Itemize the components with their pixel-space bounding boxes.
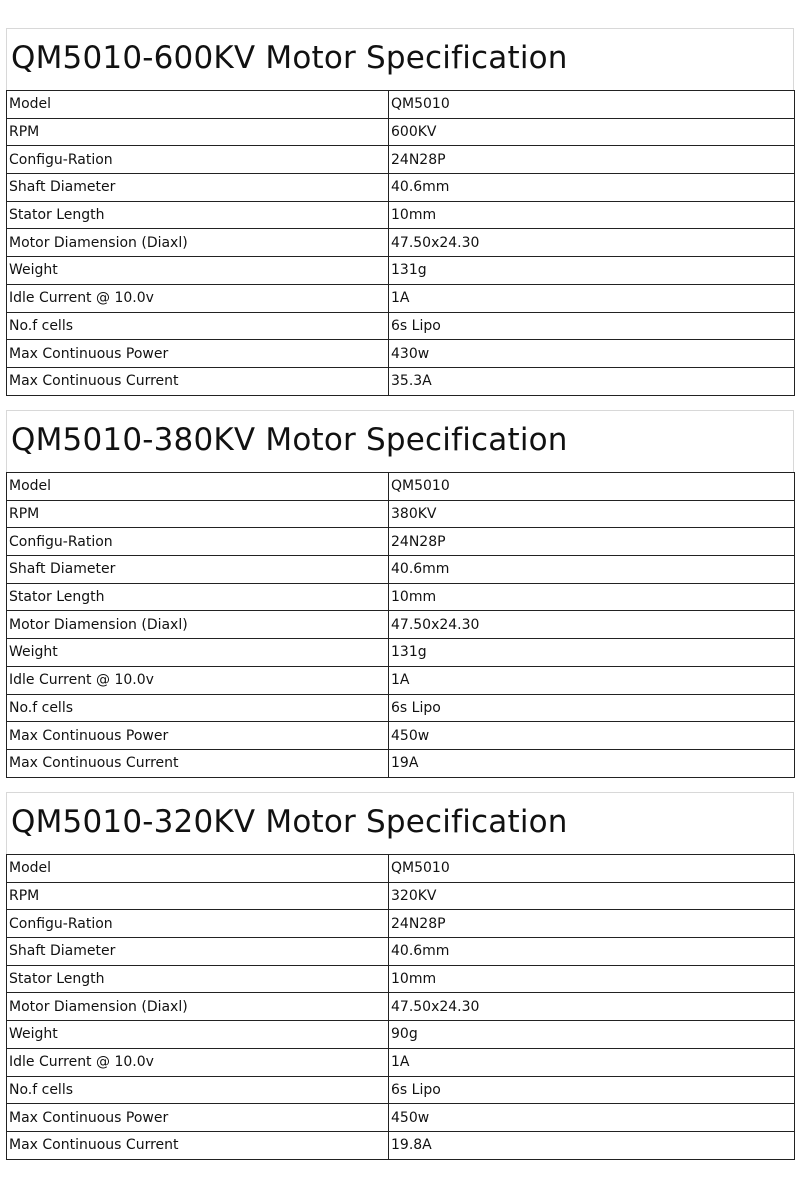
spec-label: Stator Length — [7, 583, 389, 611]
spec-label: Configu-Ration — [7, 528, 389, 556]
spec-title-box — [6, 410, 794, 472]
spec-label: Idle Current @ 10.0v — [7, 1048, 389, 1076]
spec-table — [6, 90, 795, 396]
table-row — [7, 340, 795, 368]
table-row — [7, 118, 795, 146]
table-row — [7, 312, 795, 340]
spec-label: Idle Current @ 10.0v — [7, 666, 389, 694]
table-row — [7, 583, 795, 611]
spec-value: 10mm — [389, 965, 795, 993]
spec-value: QM5010 — [389, 473, 795, 501]
spec-value: 600KV — [389, 118, 795, 146]
table-row — [7, 666, 795, 694]
spec-label: Motor Diamension (Diaxl) — [7, 229, 389, 257]
spec-label: Weight — [7, 639, 389, 667]
spec-value: 6s Lipo — [389, 694, 795, 722]
spec-title: QM5010-380KV Motor Specification — [11, 422, 568, 458]
spec-value: 47.50x24.30 — [389, 611, 795, 639]
table-row — [7, 257, 795, 285]
table-row — [7, 1048, 795, 1076]
table-row — [7, 1076, 795, 1104]
spec-title-box — [6, 28, 794, 90]
spec-value: 40.6mm — [389, 556, 795, 584]
table-row — [7, 910, 795, 938]
spec-label: Stator Length — [7, 965, 389, 993]
spec-value: 19A — [389, 749, 795, 777]
table-row — [7, 1104, 795, 1132]
spec-value: 131g — [389, 639, 795, 667]
table-row — [7, 367, 795, 395]
table-row — [7, 1021, 795, 1049]
spec-title: QM5010-320KV Motor Specification — [11, 804, 568, 840]
spec-label: Max Continuous Power — [7, 722, 389, 750]
table-row — [7, 639, 795, 667]
spec-table — [6, 854, 795, 1160]
spec-label: Shaft Diameter — [7, 556, 389, 584]
spec-value: 47.50x24.30 — [389, 993, 795, 1021]
spec-value: 380KV — [389, 500, 795, 528]
table-row — [7, 722, 795, 750]
spec-label: Model — [7, 91, 389, 119]
spec-label: Idle Current @ 10.0v — [7, 284, 389, 312]
spec-value: 35.3A — [389, 367, 795, 395]
spec-value: 450w — [389, 722, 795, 750]
spec-value: 10mm — [389, 201, 795, 229]
spec-value: 40.6mm — [389, 174, 795, 202]
spec-label: RPM — [7, 882, 389, 910]
spec-value: 6s Lipo — [389, 1076, 795, 1104]
table-row — [7, 229, 795, 257]
table-row — [7, 855, 795, 883]
spec-value: 1A — [389, 666, 795, 694]
spec-label: Shaft Diameter — [7, 938, 389, 966]
table-row — [7, 528, 795, 556]
spec-label: Model — [7, 855, 389, 883]
spec-label: Shaft Diameter — [7, 174, 389, 202]
spec-value: 131g — [389, 257, 795, 285]
table-row — [7, 965, 795, 993]
spec-label: Configu-Ration — [7, 146, 389, 174]
spec-label: No.f cells — [7, 312, 389, 340]
spec-label: Max Continuous Current — [7, 367, 389, 395]
spec-label: No.f cells — [7, 1076, 389, 1104]
spec-title: QM5010-600KV Motor Specification — [11, 40, 568, 76]
table-row — [7, 1131, 795, 1159]
spec-value: QM5010 — [389, 855, 795, 883]
spec-label: Stator Length — [7, 201, 389, 229]
spec-value: 450w — [389, 1104, 795, 1132]
table-row — [7, 611, 795, 639]
spec-section-600kv — [6, 28, 794, 396]
spec-section-320kv — [6, 792, 794, 1160]
spec-value: 90g — [389, 1021, 795, 1049]
spec-label: Max Continuous Current — [7, 1131, 389, 1159]
spec-label: Weight — [7, 1021, 389, 1049]
table-row — [7, 284, 795, 312]
table-row — [7, 938, 795, 966]
spec-value: 320KV — [389, 882, 795, 910]
table-row — [7, 694, 795, 722]
spec-value: 40.6mm — [389, 938, 795, 966]
spec-value: 24N28P — [389, 528, 795, 556]
spec-value: 24N28P — [389, 146, 795, 174]
spec-label: RPM — [7, 118, 389, 146]
spec-title-box — [6, 792, 794, 854]
spec-label: Max Continuous Current — [7, 749, 389, 777]
spec-value: 10mm — [389, 583, 795, 611]
spec-value: 6s Lipo — [389, 312, 795, 340]
table-row — [7, 201, 795, 229]
table-row — [7, 500, 795, 528]
spec-label: RPM — [7, 500, 389, 528]
table-row — [7, 146, 795, 174]
spec-label: Motor Diamension (Diaxl) — [7, 993, 389, 1021]
table-row — [7, 556, 795, 584]
spec-table — [6, 472, 795, 778]
spec-value: 19.8A — [389, 1131, 795, 1159]
table-row — [7, 993, 795, 1021]
spec-label: Motor Diamension (Diaxl) — [7, 611, 389, 639]
spec-value: 430w — [389, 340, 795, 368]
spec-section-380kv — [6, 410, 794, 778]
spec-label: Model — [7, 473, 389, 501]
table-row — [7, 174, 795, 202]
spec-value: 1A — [389, 1048, 795, 1076]
spec-label: No.f cells — [7, 694, 389, 722]
spec-value: 47.50x24.30 — [389, 229, 795, 257]
spec-label: Max Continuous Power — [7, 1104, 389, 1132]
table-row — [7, 91, 795, 119]
table-row — [7, 882, 795, 910]
spec-value: 1A — [389, 284, 795, 312]
spec-label: Weight — [7, 257, 389, 285]
spec-value: 24N28P — [389, 910, 795, 938]
table-row — [7, 749, 795, 777]
spec-value: QM5010 — [389, 91, 795, 119]
table-row — [7, 473, 795, 501]
spec-label: Configu-Ration — [7, 910, 389, 938]
spec-label: Max Continuous Power — [7, 340, 389, 368]
